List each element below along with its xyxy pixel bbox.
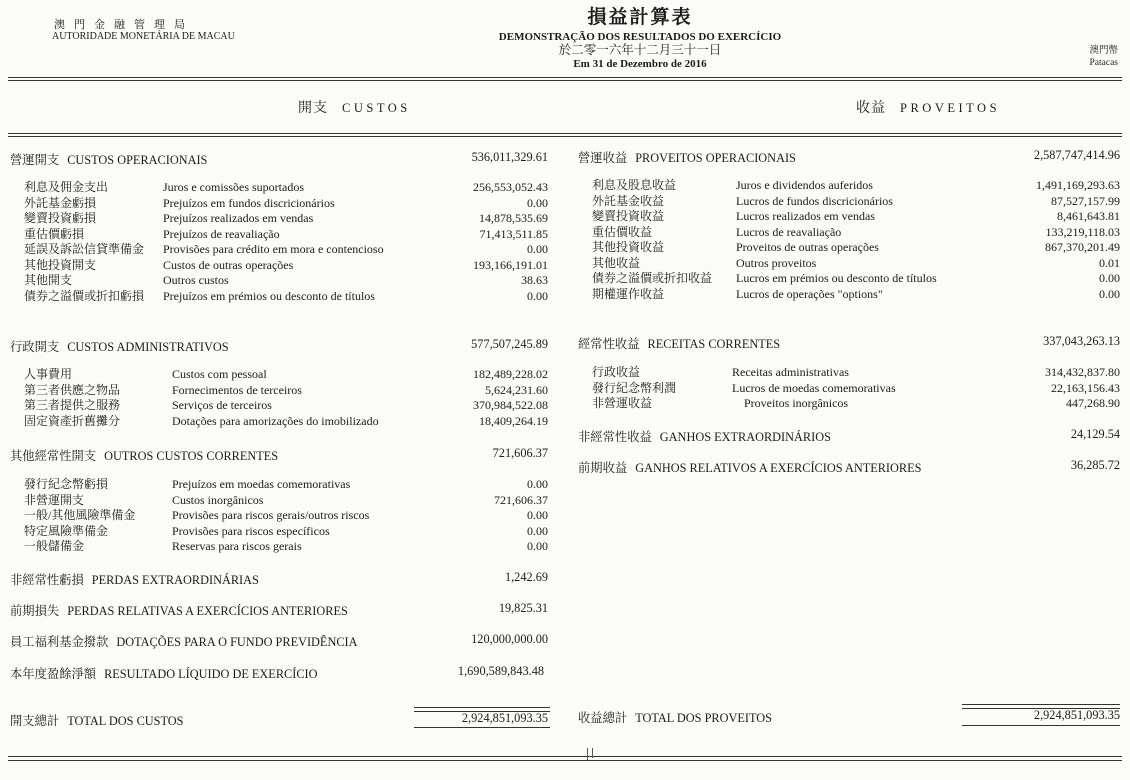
item-amount: 182,489,228.02 xyxy=(473,367,548,381)
item-label-chinese: 發行紀念幣虧損 xyxy=(24,477,109,491)
item-amount: 193,166,191.01 xyxy=(473,257,548,272)
group-label-chinese: 前期收益 xyxy=(578,461,628,475)
section-rule-bottom xyxy=(8,136,1122,137)
item-label-chinese: 延誤及訴訟信貸準備金 xyxy=(24,242,145,256)
item-label-chinese: 重估價虧損 xyxy=(24,226,85,241)
item-amount: 0.00 xyxy=(527,477,548,491)
item-label-chinese: 行政收益 xyxy=(592,365,641,379)
costs-group-extraordinary xyxy=(10,570,548,588)
group-label-portuguese: RECEITAS CORRENTES xyxy=(647,337,781,351)
item-amount: 38.63 xyxy=(521,273,548,287)
item-amount: 0.01 xyxy=(1099,255,1120,270)
group-label-portuguese: PERDAS RELATIVAS A EXERCÍCIOS ANTERIORES xyxy=(67,604,348,618)
group-amount: 337,043,263.13 xyxy=(1043,334,1120,348)
item-amount: 447,268.90 xyxy=(1066,396,1120,410)
revenues-total xyxy=(578,708,1120,726)
costs-group-administrative xyxy=(10,337,548,355)
costs-heading-portuguese: CUSTOS xyxy=(342,101,411,115)
document-title-block xyxy=(390,8,890,70)
item-amount: 0.00 xyxy=(527,508,548,522)
costs-heading-chinese: 開支 xyxy=(298,101,328,116)
item-amount: 71,413,511.85 xyxy=(479,226,548,241)
item-label-portuguese: Fornecimentos de terceiros xyxy=(172,382,302,397)
item-label-chinese: 債券之溢價或折扣虧損 xyxy=(24,288,145,303)
costs-total-underline xyxy=(414,727,550,728)
item-label-portuguese: Juros e comissões suportados xyxy=(163,180,304,194)
group-label-chinese: 非經常性虧損 xyxy=(10,573,84,587)
item-label-chinese: 變賣投資虧損 xyxy=(24,211,97,225)
total-label-chinese: 收益總計 xyxy=(578,711,628,725)
header-rule-top xyxy=(8,77,1122,78)
item-amount: 867,370,201.49 xyxy=(1045,240,1120,254)
item-label-chinese: 債券之溢價或折扣收益 xyxy=(592,271,713,285)
group-label-chinese: 營運開支 xyxy=(10,153,60,167)
revenues-heading-chinese: 收益 xyxy=(856,101,886,116)
group-label-portuguese: CUSTOS OPERACIONAIS xyxy=(67,153,208,167)
item-label-chinese: 人事費用 xyxy=(24,367,73,381)
revenues-heading xyxy=(856,97,1000,117)
currency-label xyxy=(1089,45,1118,70)
group-label-portuguese: GANHOS RELATIVOS A EXERCÍCIOS ANTERIORES xyxy=(635,461,922,475)
footer-rule-bottom xyxy=(8,760,1122,761)
item-label-chinese: 利息及股息收益 xyxy=(592,178,677,192)
item-label-portuguese: Serviços de terceiros xyxy=(172,398,272,412)
group-amount: 577,507,245.89 xyxy=(471,337,548,351)
total-label-portuguese: TOTAL DOS PROVEITOS xyxy=(635,711,772,725)
group-label-portuguese: OUTROS CUSTOS CORRENTES xyxy=(104,449,279,463)
item-label-portuguese: Prejuízos em prémios ou desconto de títulos xyxy=(163,288,375,303)
org-name-chinese: 澳門金融管理局 xyxy=(54,19,194,31)
costs-group-operational xyxy=(10,150,548,168)
item-label-portuguese: Prejuízos em moedas comemorativas xyxy=(172,477,351,491)
group-label-chinese: 經常性收益 xyxy=(578,337,640,351)
header-rule-bottom xyxy=(8,80,1122,81)
item-amount: 721,606.37 xyxy=(494,492,548,507)
group-amount: 721,606.37 xyxy=(492,446,548,460)
group-amount: 24,129.54 xyxy=(1070,427,1120,441)
item-amount: 0.00 xyxy=(527,288,548,303)
item-label-chinese: 特定風險準備金 xyxy=(24,523,109,538)
item-label-chinese: 非營運收益 xyxy=(592,396,653,410)
item-label-portuguese: Lucros realizados em vendas xyxy=(736,209,875,223)
total-label-chinese: 開支總計 xyxy=(10,714,60,728)
item-label-portuguese: Custos inorgânicos xyxy=(172,492,264,507)
org-name-portuguese: AUTORIDADE MONETÁRIA DE MACAU xyxy=(52,31,235,42)
revenues-group-current xyxy=(578,334,1120,352)
group-label-chinese: 行政開支 xyxy=(10,340,60,354)
group-label-chinese: 前期損失 xyxy=(10,604,60,618)
item-amount: 1,491,169,293.63 xyxy=(1036,178,1120,192)
costs-group-prior-years xyxy=(10,601,548,619)
group-amount: 1,242.69 xyxy=(504,570,548,584)
item-label-portuguese: Lucros de reavaliação xyxy=(736,224,842,239)
item-amount: 0.00 xyxy=(527,195,548,210)
group-label-chinese: 員工福利基金撥款 xyxy=(10,635,109,649)
item-label-portuguese: Lucros de moedas comemorativas xyxy=(732,380,896,395)
item-amount: 87,527,157.99 xyxy=(1051,193,1120,208)
item-amount: 8,461,643.81 xyxy=(1057,209,1120,223)
item-label-chinese: 發行紀念幣利潤 xyxy=(592,380,677,395)
scan-artifact-mark xyxy=(592,748,593,758)
date-chinese: 於二零一六年十二月三十一日 xyxy=(558,42,722,57)
item-amount: 133,219,118.03 xyxy=(1045,224,1120,239)
group-label-portuguese: GANHOS EXTRAORDINÁRIOS xyxy=(659,430,831,444)
revenues-group-prior-years xyxy=(578,458,1120,476)
item-label-chinese: 變賣投資收益 xyxy=(592,209,665,223)
group-label-chinese: 非經常性收益 xyxy=(578,430,652,444)
date-portuguese: Em 31 de Dezembro de 2016 xyxy=(573,57,707,70)
item-label-portuguese: Provisões para riscos gerais/outros riscos xyxy=(172,508,370,522)
item-label-chinese: 重估價收益 xyxy=(592,224,653,239)
group-label-chinese: 營運收益 xyxy=(578,151,628,165)
item-amount: 314,432,837.80 xyxy=(1045,365,1120,379)
group-amount: 120,000,000.00 xyxy=(471,632,548,646)
item-amount: 0.00 xyxy=(527,523,548,538)
section-rule-top xyxy=(8,133,1122,134)
revenues-group-extraordinary xyxy=(578,427,1120,445)
item-label-chinese: 一般儲備金 xyxy=(24,539,85,553)
item-label-chinese: 非營運開支 xyxy=(24,492,85,507)
item-amount: 22,163,156.43 xyxy=(1051,380,1120,395)
group-label-portuguese: DOTAÇÕES PARA O FUNDO PREVIDÊNCIA xyxy=(116,635,358,649)
item-label-portuguese: Reservas para riscos gerais xyxy=(172,539,302,553)
group-label-chinese: 本年度盈餘淨額 xyxy=(10,667,97,681)
item-label-portuguese: Outros custos xyxy=(163,273,229,287)
item-label-chinese: 一般/其他風險準備金 xyxy=(24,508,136,522)
currency-portuguese: Patacas xyxy=(1089,58,1118,69)
item-label-portuguese: Juros e dividendos auferidos xyxy=(736,178,873,192)
item-label-chinese: 外託基金收益 xyxy=(592,193,665,208)
item-label-portuguese: Dotações para amorizações do imobilizado xyxy=(172,413,379,428)
item-amount: 0.00 xyxy=(527,242,548,256)
item-label-portuguese: Lucros de operações "options" xyxy=(736,286,883,301)
item-label-portuguese: Receitas administrativas xyxy=(732,365,849,379)
item-label-portuguese: Proveitos de outras operações xyxy=(736,240,879,254)
total-amount: 2,924,851,093.35 xyxy=(1033,708,1120,722)
item-label-portuguese: Provisões para crédito em mora e contencioso xyxy=(163,242,384,256)
item-label-portuguese: Lucros de fundos discricionários xyxy=(736,193,893,208)
item-label-chinese: 外託基金虧損 xyxy=(24,195,97,210)
item-amount: 0.00 xyxy=(1099,271,1120,285)
item-label-chinese: 第三者供應之物品 xyxy=(24,382,121,397)
item-label-portuguese: Proveitos inorgânicos xyxy=(744,396,849,410)
item-label-portuguese: Custos com pessoal xyxy=(172,367,267,381)
costs-heading xyxy=(298,97,411,117)
item-amount: 0.00 xyxy=(1099,286,1120,301)
item-amount: 18,409,264.19 xyxy=(479,413,548,428)
item-amount: 0.00 xyxy=(527,539,548,553)
title-portuguese: DEMONSTRAÇÃO DOS RESULTADOS DO EXERCÍCIO xyxy=(498,30,782,43)
item-label-chinese: 固定資產折舊攤分 xyxy=(24,413,121,428)
item-label-portuguese: Prejuízos de reavaliação xyxy=(163,226,280,241)
item-amount: 256,553,052.43 xyxy=(473,180,548,194)
item-label-chinese: 利息及佣金支出 xyxy=(24,180,109,194)
group-amount: 536,011,329.61 xyxy=(471,150,548,164)
scan-artifact-mark xyxy=(587,748,588,760)
group-label-portuguese: PERDAS EXTRAORDINÁRIAS xyxy=(91,573,259,587)
item-label-chinese: 其他投資收益 xyxy=(592,240,665,254)
item-label-chinese: 第三者提供之服務 xyxy=(24,398,121,412)
group-label-portuguese: CUSTOS ADMINISTRATIVOS xyxy=(67,340,229,354)
item-amount: 14,878,535.69 xyxy=(479,211,548,225)
revenues-heading-portuguese: PROVEITOS xyxy=(900,101,1001,115)
group-amount: 19,825.31 xyxy=(498,601,548,615)
item-label-chinese: 其他收益 xyxy=(592,255,641,270)
item-label-portuguese: Custos de outras operações xyxy=(163,257,294,272)
item-label-portuguese: Lucros em prémios ou desconto de títulos xyxy=(736,271,937,285)
total-amount: 2,924,851,093.35 xyxy=(461,711,548,725)
group-label-portuguese: RESULTADO LÍQUIDO DE EXERCÍCIO xyxy=(104,667,318,681)
item-amount: 370,984,522.08 xyxy=(473,398,548,412)
group-amount: 36,285.72 xyxy=(1070,458,1120,472)
item-label-portuguese: Outros proveitos xyxy=(736,255,817,270)
item-label-portuguese: Prejuízos realizados em vendas xyxy=(163,211,314,225)
currency-chinese: 澳門幣 xyxy=(1089,46,1118,56)
total-label-portuguese: TOTAL DOS CUSTOS xyxy=(67,714,184,728)
item-label-chinese: 期權運作收益 xyxy=(592,286,665,301)
item-label-portuguese: Prejuízos em fundos discricionários xyxy=(163,195,335,210)
costs-group-pension-fund xyxy=(10,632,548,650)
revenues-group-operational xyxy=(578,148,1120,166)
revenues-total-underline xyxy=(962,725,1120,726)
group-amount: 2,587,747,414.96 xyxy=(1033,148,1120,162)
item-amount: 5,624,231.60 xyxy=(485,382,548,397)
group-label-chinese: 其他經常性開支 xyxy=(10,449,97,463)
footer-rule-top xyxy=(8,756,1122,757)
title-chinese: 損益計算表 xyxy=(587,7,693,28)
group-amount: 1,690,589,843.48 xyxy=(457,664,544,678)
group-label-portuguese: PROVEITOS OPERACIONAIS xyxy=(635,151,796,165)
item-label-chinese: 其他開支 xyxy=(24,273,73,287)
item-label-chinese: 其他投資開支 xyxy=(24,257,97,272)
item-label-portuguese: Provisões para riscos específicos xyxy=(172,523,330,538)
costs-group-other-current xyxy=(10,446,548,464)
costs-group-net-result xyxy=(10,664,548,682)
